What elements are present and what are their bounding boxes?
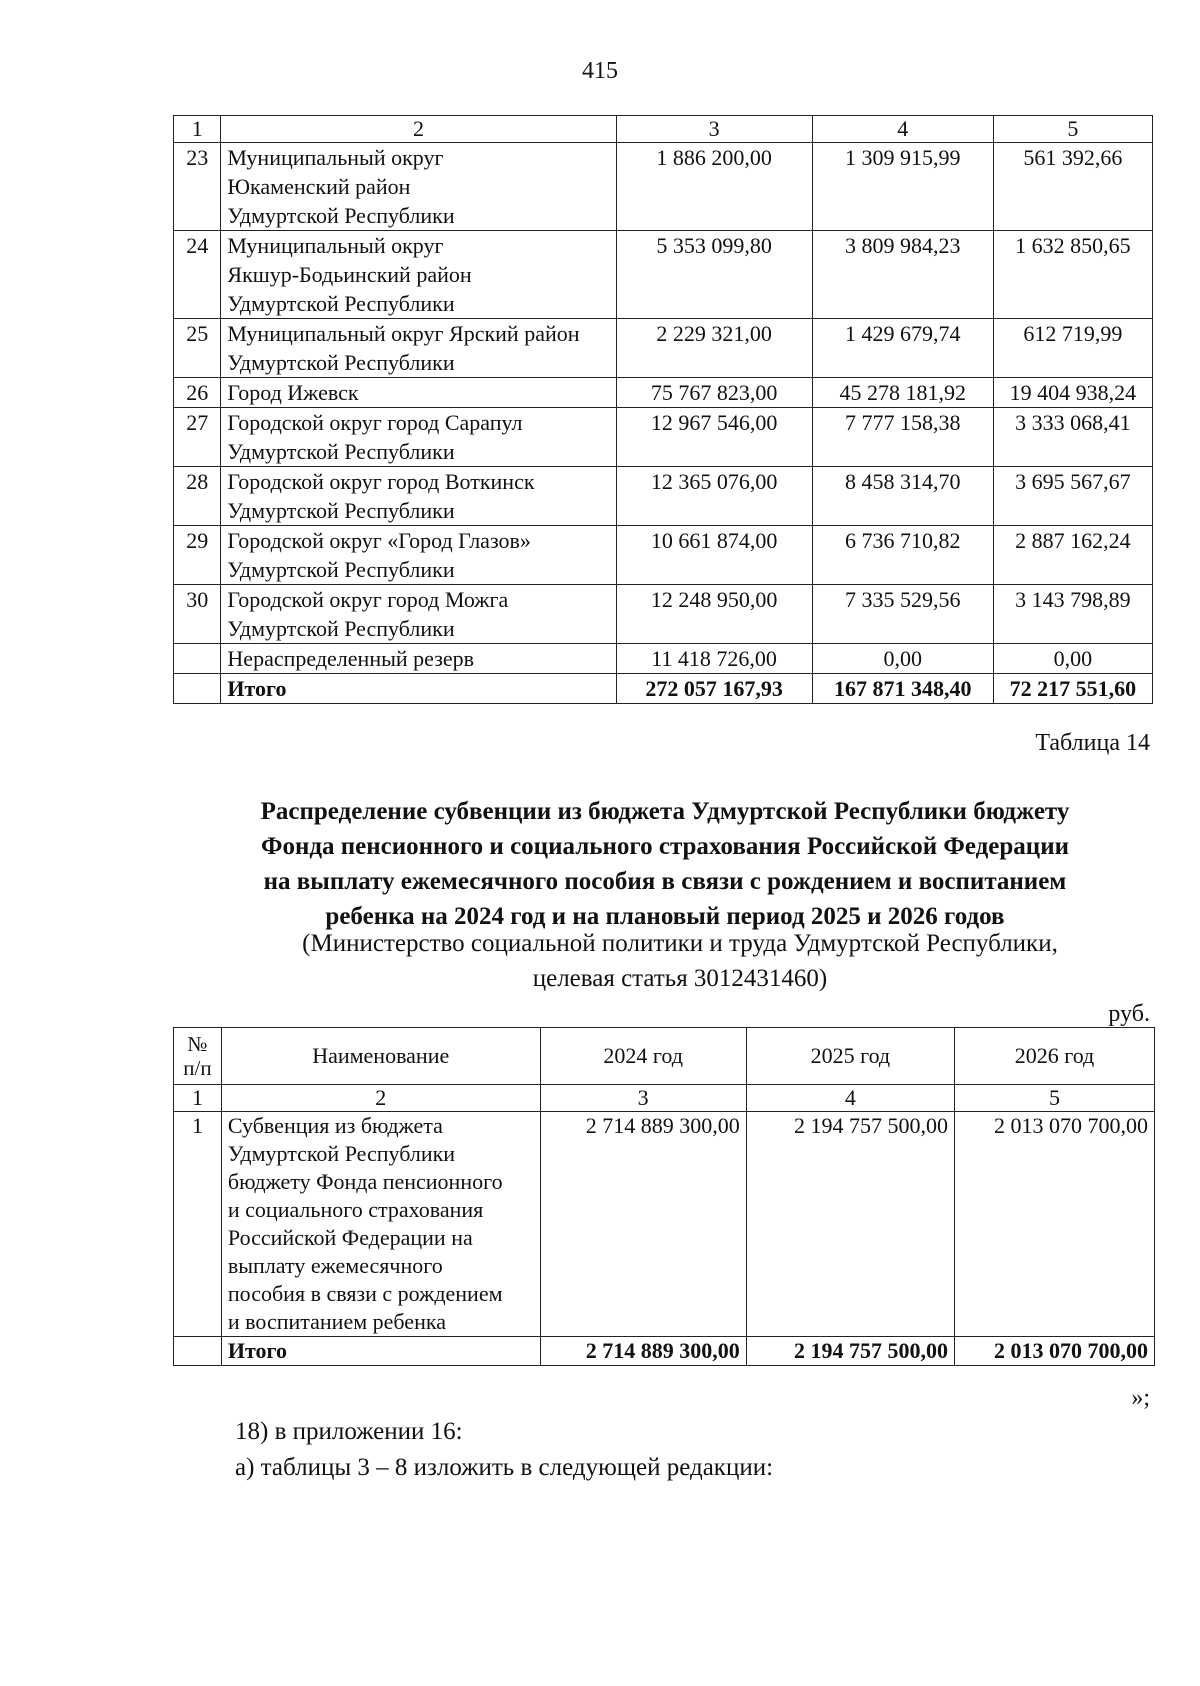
row-name-line: Нераспределенный резерв (227, 646, 475, 671)
row-number: 28 (174, 467, 221, 526)
row-name-line: Удмуртской Республики (227, 616, 455, 641)
page-number: 415 (582, 58, 618, 84)
value-2026: 3 695 567,67 (993, 467, 1152, 526)
table-row (174, 585, 1153, 644)
table-row (174, 319, 1153, 378)
currency-unit: руб. (1108, 1001, 1150, 1027)
value-2024: 12 967 546,00 (616, 408, 812, 467)
table-row (174, 378, 1153, 408)
total-row (174, 1337, 1155, 1366)
total-row (174, 674, 1153, 704)
column-index: 3 (540, 1085, 746, 1112)
value-2025: 3 809 984,23 (812, 231, 993, 319)
row-name-line: пособия в связи с рождением (227, 1281, 503, 1306)
row-name-line: Удмуртской Республики (227, 1141, 456, 1166)
table-row (174, 526, 1153, 585)
column-index: 2 (221, 1085, 540, 1112)
row-number: 1 (174, 1112, 222, 1337)
column-index: 5 (955, 1085, 1155, 1112)
row-name-line: Городской округ «Город Глазов» (227, 528, 531, 553)
row-name (221, 585, 616, 644)
value-2026: 612 719,99 (993, 319, 1152, 378)
title-line: ребенка на 2024 год и на плановый период 2025 и 2026 годов (325, 903, 1005, 930)
column-index-row (174, 116, 1153, 143)
row-number (174, 674, 221, 704)
row-name-line: Российской Федерации на (227, 1225, 473, 1250)
budget-table-continued (173, 115, 1153, 704)
value-2024: 12 248 950,00 (616, 585, 812, 644)
paragraph-item-18: 18) в приложении 16: (235, 1418, 463, 1445)
value-2026: 3 333 068,41 (993, 408, 1152, 467)
value-2025: 45 278 181,92 (812, 378, 993, 408)
table-row (174, 1112, 1155, 1337)
row-number (174, 1337, 222, 1366)
column-index: 1 (174, 1085, 222, 1112)
total-2026: 2 013 070 700,00 (955, 1337, 1155, 1366)
subtitle-line: (Министерство социальной политики и труда Удмуртской Республики, (302, 930, 1058, 957)
value-2026: 561 392,66 (993, 143, 1152, 231)
row-name-line: Удмуртской Республики (227, 557, 455, 582)
row-name-line: Городской округ город Сарапул (227, 410, 523, 435)
value-2026: 1 632 850,65 (993, 231, 1152, 319)
row-name-line: Юкаменский район (227, 174, 411, 199)
row-name (221, 467, 616, 526)
header-2026: 2026 год (955, 1028, 1155, 1085)
total-label: Итого (221, 674, 616, 704)
value-2026: 0,00 (993, 644, 1152, 674)
table-subtitle (230, 926, 1130, 996)
header-number (174, 1028, 222, 1085)
column-index: 5 (993, 116, 1152, 143)
row-name-line: Удмуртской Республики (227, 203, 455, 228)
value-2024: 75 767 823,00 (616, 378, 812, 408)
table-number-label: Таблица 14 (1035, 730, 1150, 756)
table-row (174, 143, 1153, 231)
header-2024: 2024 год (540, 1028, 746, 1085)
value-2025: 2 194 757 500,00 (746, 1112, 954, 1337)
value-2025: 8 458 314,70 (812, 467, 993, 526)
value-2025: 7 335 529,56 (812, 585, 993, 644)
value-2026: 2 887 162,24 (993, 526, 1152, 585)
header-number-line: п/п (183, 1056, 212, 1080)
closing-quote: »; (1131, 1385, 1150, 1411)
total-2025: 2 194 757 500,00 (746, 1337, 954, 1366)
value-2025: 0,00 (812, 644, 993, 674)
value-2024: 2 229 321,00 (616, 319, 812, 378)
row-name-line: Удмуртской Республики (227, 439, 455, 464)
header-number-line: № (187, 1032, 208, 1056)
row-name-line: Субвенция из бюджета (227, 1113, 443, 1138)
title-line: Распределение субвенции из бюджета Удмуртской Республики бюджету (260, 798, 1070, 825)
column-index: 1 (174, 116, 221, 143)
row-name (221, 526, 616, 585)
row-number: 23 (174, 143, 221, 231)
header-2025: 2025 год (746, 1028, 954, 1085)
table-header-row (174, 1028, 1155, 1085)
row-name (221, 644, 616, 674)
total-2025: 167 871 348,40 (812, 674, 993, 704)
column-index: 2 (221, 116, 616, 143)
table-row (174, 644, 1153, 674)
row-number: 29 (174, 526, 221, 585)
column-index-row (174, 1085, 1155, 1112)
row-name (221, 143, 616, 231)
row-name-line: Удмуртской Республики (227, 498, 455, 523)
subtitle-line: целевая статья 3012431460) (532, 965, 828, 992)
row-name-line: и воспитанием ребенка (227, 1309, 446, 1334)
total-2024: 272 057 167,93 (616, 674, 812, 704)
row-name-line: Муниципальный округ (227, 145, 444, 170)
row-number: 30 (174, 585, 221, 644)
value-2026: 2 013 070 700,00 (955, 1112, 1155, 1337)
header-name: Наименование (221, 1028, 540, 1085)
row-name-line: Городской округ город Можга (227, 587, 509, 612)
value-2024: 10 661 874,00 (616, 526, 812, 585)
row-name-line: Муниципальный округ Ярский район (227, 321, 580, 346)
row-name-line: Якшур-Бодьинский район (227, 262, 472, 287)
table-title (170, 794, 1160, 934)
row-name (221, 231, 616, 319)
row-number: 24 (174, 231, 221, 319)
table-row (174, 231, 1153, 319)
value-2024: 12 365 076,00 (616, 467, 812, 526)
row-name-line: Город Ижевск (227, 380, 359, 405)
row-name-line: Муниципальный округ (227, 233, 444, 258)
table-row (174, 408, 1153, 467)
total-label: Итого (221, 1337, 540, 1366)
row-name (221, 319, 616, 378)
value-2026: 19 404 938,24 (993, 378, 1152, 408)
value-2024: 1 886 200,00 (616, 143, 812, 231)
row-name (221, 1112, 540, 1337)
value-2024: 5 353 099,80 (616, 231, 812, 319)
value-2025: 6 736 710,82 (812, 526, 993, 585)
row-name (221, 378, 616, 408)
value-2025: 7 777 158,38 (812, 408, 993, 467)
title-line: на выплату ежемесячного пособия в связи с рождением и воспитанием (263, 868, 1067, 895)
total-2026: 72 217 551,60 (993, 674, 1152, 704)
row-name-line: и социального страхования (227, 1197, 484, 1222)
title-line: Фонда пенсионного и социального страхования Российской Федерации (260, 833, 1070, 860)
row-name-line: Городской округ город Воткинск (227, 469, 535, 494)
row-number: 25 (174, 319, 221, 378)
subvention-table (173, 1027, 1155, 1366)
table-row (174, 467, 1153, 526)
row-name (221, 408, 616, 467)
total-2024: 2 714 889 300,00 (540, 1337, 746, 1366)
row-name-line: бюджету Фонда пенсионного (227, 1169, 503, 1194)
row-number: 27 (174, 408, 221, 467)
paragraph-item-a: а) таблицы 3 – 8 изложить в следующей редакции: (235, 1454, 774, 1481)
row-name-line: Удмуртской Республики (227, 291, 455, 316)
value-2024: 2 714 889 300,00 (540, 1112, 746, 1337)
row-name-line: выплату ежемесячного (227, 1253, 443, 1278)
row-name-line: Удмуртской Республики (227, 350, 455, 375)
value-2026: 3 143 798,89 (993, 585, 1152, 644)
value-2025: 1 309 915,99 (812, 143, 993, 231)
row-number: 26 (174, 378, 221, 408)
value-2025: 1 429 679,74 (812, 319, 993, 378)
row-number (174, 644, 221, 674)
column-index: 4 (812, 116, 993, 143)
column-index: 3 (616, 116, 812, 143)
value-2024: 11 418 726,00 (616, 644, 812, 674)
column-index: 4 (746, 1085, 954, 1112)
